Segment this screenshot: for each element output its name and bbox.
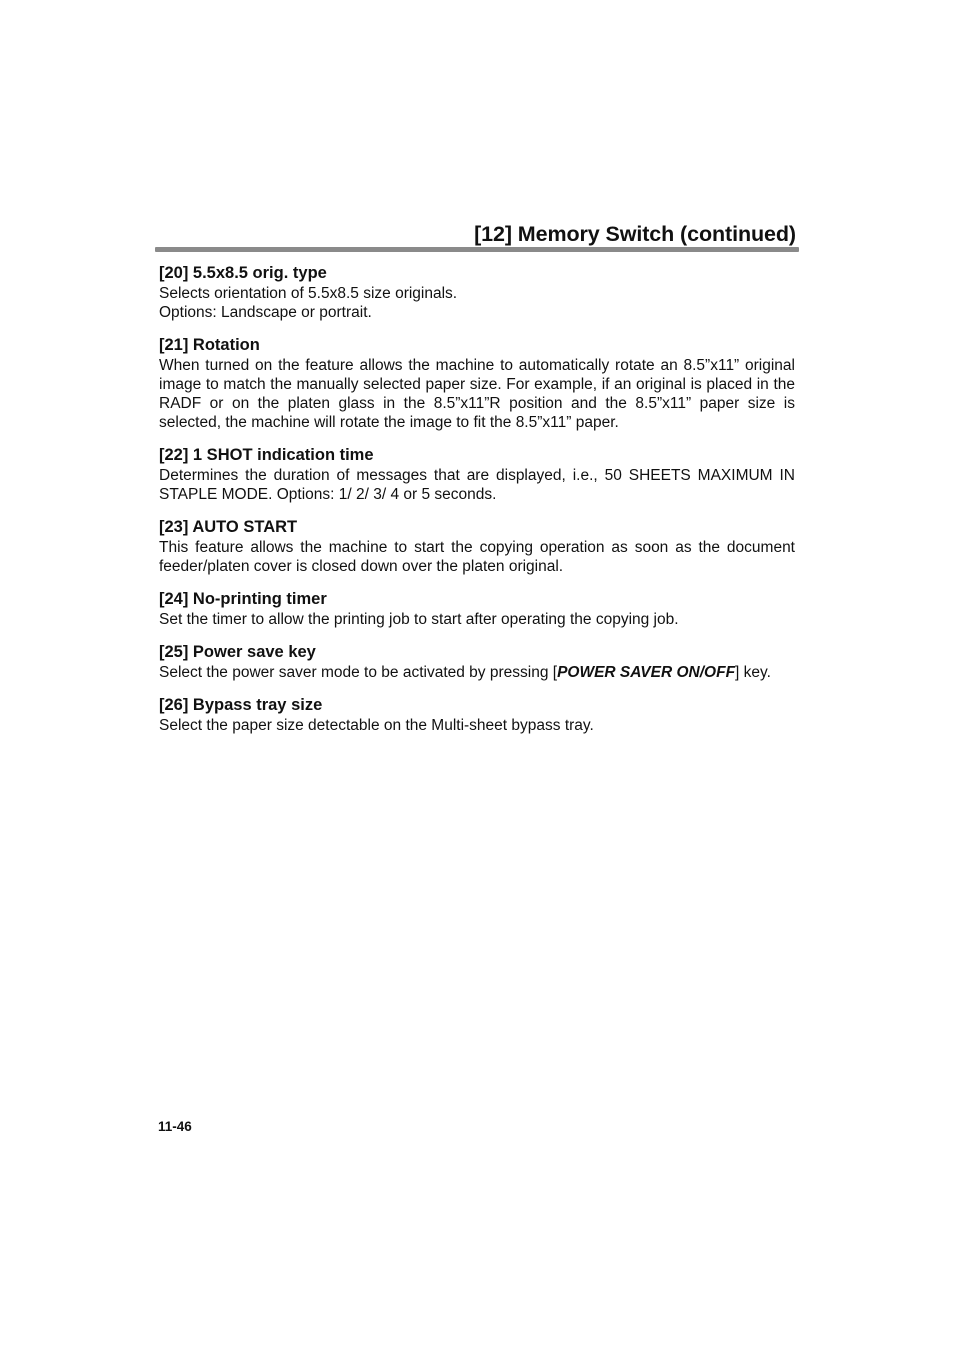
section-22 [159,445,795,504]
section-body: Set the timer to allow the printing job to start after operating the copying job. [159,611,679,628]
section-heading: [24] No-printing timer [159,590,327,608]
section-23 [159,517,795,576]
page-number: 11-46 [158,1119,192,1134]
section-25 [159,642,795,682]
section-body-line: Selects orientation of 5.5x8.5 size originals. [159,285,458,302]
section-body: When turned on the feature allows the machine to automatically rotate an 8.5”x11” original image to match the manually selected paper size. For example, if an original is placed in the RADF or on the platen glass in the 8.5”x11”R position and the 8.5”x11” paper size is selected, the machine will rotate the image to fit the 8.5”x11” paper. [159,357,795,431]
section-body [159,284,795,322]
section-26 [159,695,795,735]
section-21 [159,335,795,432]
section-body-text: Select the power saver mode to be activated by pressing [ [159,664,558,681]
page-title: [12] Memory Switch (continued) [474,222,796,246]
section-20 [159,263,795,322]
memory-switch-content [159,263,795,748]
section-body-line: Options: Landscape or portrait. [159,304,372,321]
section-heading: [23] AUTO START [159,518,298,536]
section-heading: [26] Bypass tray size [159,696,323,714]
section-heading: [22] 1 SHOT indication time [159,446,374,464]
section-24 [159,589,795,629]
section-body: This feature allows the machine to start the copying operation as soon as the document feeder/platen cover is closed down over the platen original. [159,539,795,575]
power-saver-key-name: POWER SAVER ON/OFF [557,664,736,681]
section-body: Determines the duration of messages that are displayed, i.e., 50 SHEETS MAXIMUM IN STAPLE MODE. Options: 1/ 2/ 3/ 4 or 5 seconds. [159,467,795,503]
section-body [159,663,795,682]
section-heading: [21] Rotation [159,336,260,354]
section-body: Select the paper size detectable on the Multi-sheet bypass tray. [159,717,594,734]
section-heading: [20] 5.5x8.5 orig. type [159,264,327,282]
section-body-text: ] key. [735,664,771,681]
title-divider [155,247,799,252]
section-heading: [25] Power save key [159,643,316,661]
